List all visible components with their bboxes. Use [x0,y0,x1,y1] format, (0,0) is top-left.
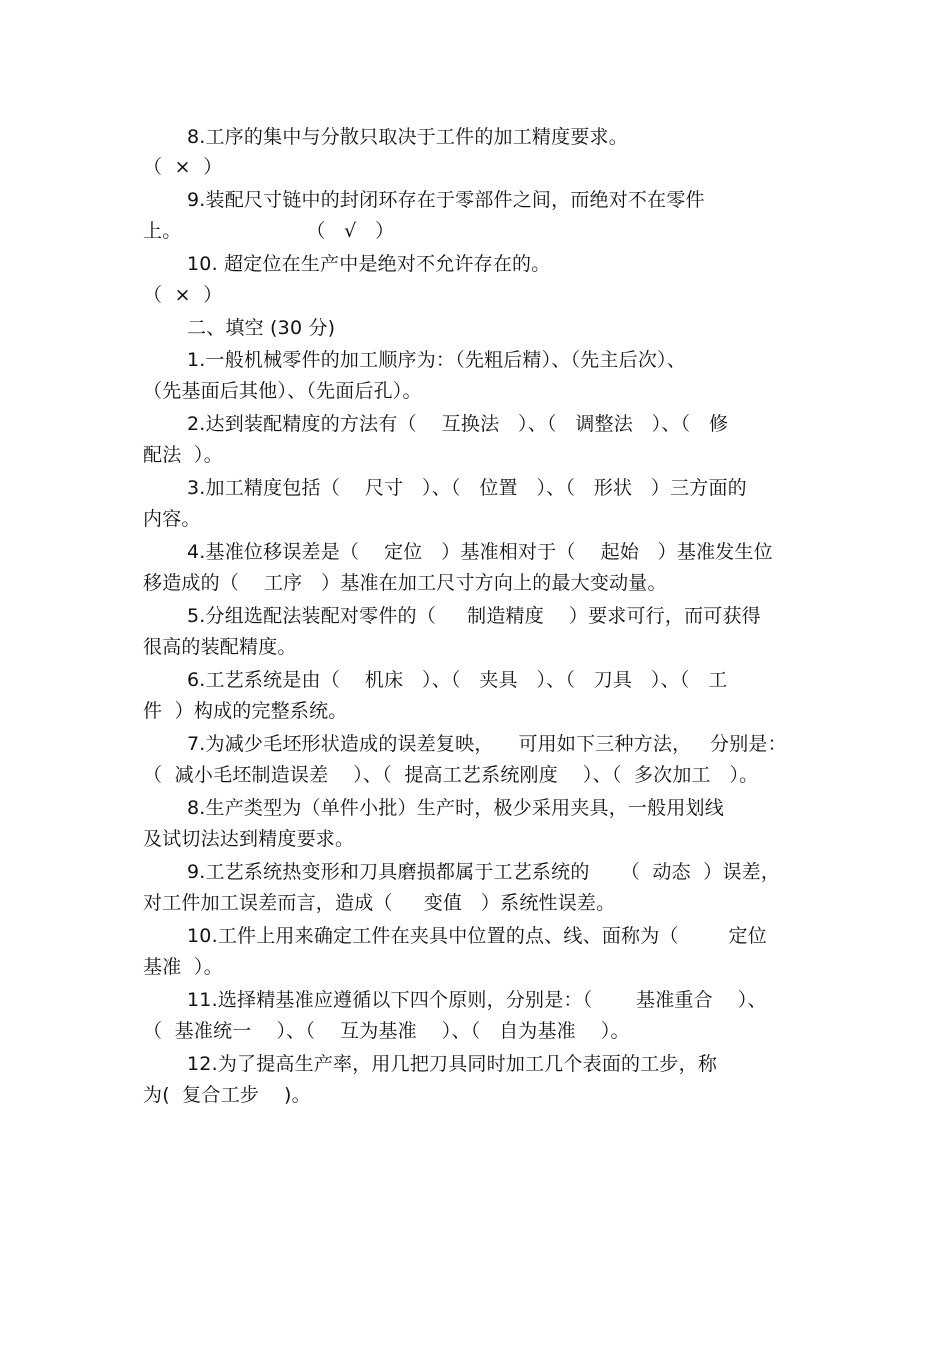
fill-item-3-line-2: 内容。 [143,508,201,530]
fill-item-5-line-2: 很高的装配精度。 [143,636,297,658]
fill-item-6-line-2: 件 ）构成的完整系统。 [143,700,348,722]
true-false-item-9: 9.装配尺寸链中的封闭环存在于零部件之间，而绝对不在零件 [187,189,705,211]
fill-item-8-line-1: 8.生产类型为（单件小批）生产时，极少采用夹具，一般用划线 [187,797,724,819]
fill-item-3-line-1: 3.加工精度包括（ 尺寸 ）、（ 位置 ）、（ 形状 ）三方面的 [187,477,747,499]
fill-item-1-line-1: 1.一般机械零件的加工顺序为：（先粗后精）、（先主后次）、 [187,349,686,371]
fill-item-12-line-1: 12.为了提高生产率，用几把刀具同时加工几个表面的工步，称 [187,1053,718,1075]
answer-item-8: （ × ） [143,156,223,178]
true-false-item-10: 10. 超定位在生产中是绝对不允许存在的。 [187,253,551,275]
answer-item-9: 上。 （ √ ） [143,220,395,242]
fill-item-5-line-1: 5.分组选配法装配对零件的（ 制造精度 ）要求可行，而可获得 [187,605,761,627]
fill-item-7-line-2: （ 减小毛坯制造误差 ）、（ 提高工艺系统刚度 ）、（ 多次加工 ）。 [143,764,759,786]
fill-item-6-line-1: 6.工艺系统是由（ 机床 ）、（ 夹具 ）、（ 刀具 ）、（ 工 [187,669,728,691]
fill-item-11-line-2: （ 基准统一 ）、（ 互为基准 ）、（ 自为基准 ）。 [143,1020,630,1042]
fill-item-9-line-1: 9.工艺系统热变形和刀具磨损都属于工艺系统的 （ 动态 ）误差， [187,861,781,883]
answer-item-10: （ × ） [143,284,223,306]
true-false-item-8: 8.工序的集中与分散只取决于工件的加工精度要求。 [187,126,628,148]
fill-item-9-line-2: 对工件加工误差而言，造成（ 变值 ）系统性误差。 [143,892,616,914]
fill-item-12-line-2: 为( 复合工步 )。 [143,1084,311,1106]
fill-item-1-line-2: （先基面后其他）、（先面后孔）。 [143,380,422,402]
fill-item-4-line-2: 移造成的（ 工序 ）基准在加工尺寸方向上的最大变动量。 [143,572,667,594]
fill-item-10-line-1: 10.工件上用来确定工件在夹具中位置的点、线、面称为（ 定位 [187,925,767,947]
fill-item-11-line-1: 11.选择精基准应遵循以下四个原则，分别是：（ 基准重合 ）、 [187,989,767,1011]
fill-item-4-line-1: 4.基准位移误差是（ 定位 ）基准相对于（ 起始 ）基准发生位 [187,541,773,563]
fill-item-7-line-1: 7.为减少毛坯形状造成的误差复映， 可用如下三种方法， 分别是： [187,733,787,755]
fill-item-2-line-2: 配法 ）。 [143,444,223,466]
fill-item-8-line-2: 及试切法达到精度要求。 [143,828,355,850]
section-heading-fill-blank: 二、填空 (30 分) [187,317,336,339]
fill-item-10-line-2: 基准 ）。 [143,956,223,978]
fill-item-2-line-1: 2.达到装配精度的方法有（ 互换法 ）、（ 调整法 ）、（ 修 [187,413,729,435]
